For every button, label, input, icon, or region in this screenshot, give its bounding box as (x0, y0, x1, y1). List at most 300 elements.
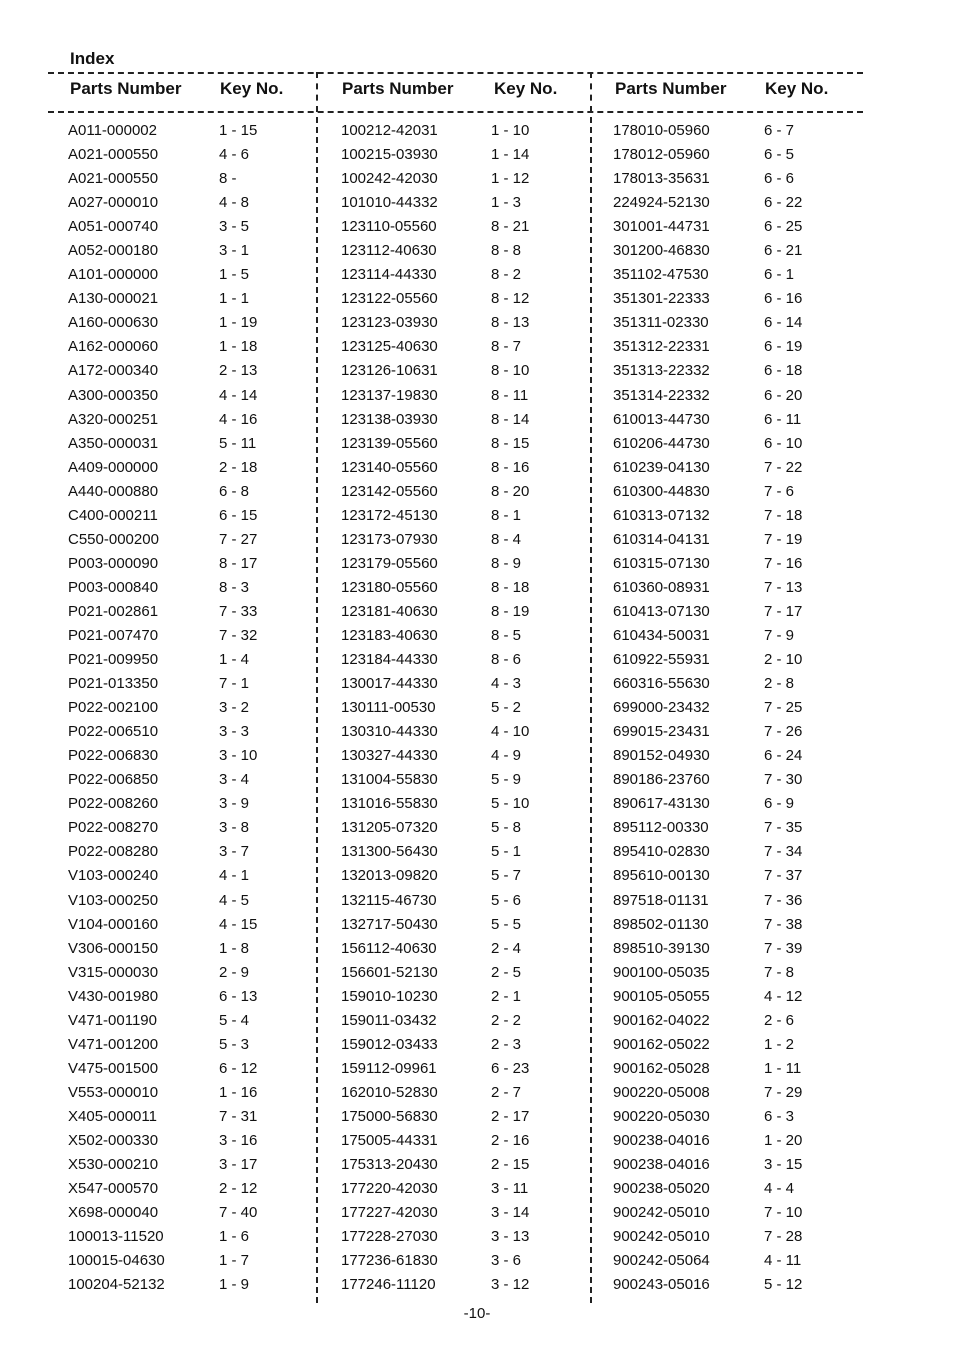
key-no: 7 - 13 (764, 578, 803, 596)
key-no: 5 - 5 (491, 915, 522, 933)
parts-number: V553-000010 (68, 1083, 159, 1101)
index-row (613, 263, 843, 287)
index-row (613, 552, 843, 576)
parts-number: 610013-44730 (613, 410, 710, 428)
key-no: 4 - 11 (764, 1252, 802, 1270)
parts-number: 130017-44330 (341, 675, 438, 693)
index-row (68, 528, 298, 552)
index-row (68, 552, 298, 576)
header-parts-number: Parts Number (342, 79, 454, 98)
key-no: 8 - 10 (491, 362, 530, 380)
key-no: 8 - 3 (219, 578, 250, 596)
key-no: 7 - 26 (764, 723, 803, 741)
index-row (613, 889, 843, 913)
index-row (613, 215, 843, 239)
key-no: 8 - 6 (491, 651, 522, 669)
index-row (68, 985, 298, 1009)
parts-number: A160-000630 (68, 314, 159, 332)
parts-number: 123173-07930 (341, 530, 438, 548)
header-parts-number: Parts Number (615, 79, 727, 98)
index-row (341, 768, 571, 792)
parts-number: 895112-00330 (613, 819, 709, 837)
parts-number: A021-000550 (68, 146, 159, 164)
parts-number: 130111-00530 (341, 699, 436, 717)
key-no: 5 - 3 (219, 1035, 250, 1053)
parts-number: 100204-52132 (68, 1276, 165, 1294)
header-parts-number: Parts Number (70, 79, 182, 98)
key-no: 6 - 1 (764, 266, 795, 284)
parts-number: 132115-46730 (341, 891, 437, 909)
key-no: 8 - 18 (491, 578, 530, 596)
key-no: 5 - 12 (764, 1276, 803, 1294)
parts-number: 699015-23431 (613, 723, 710, 741)
index-row (341, 913, 571, 937)
index-row (341, 191, 571, 215)
parts-number: A409-000000 (68, 458, 159, 476)
key-no: 6 - 18 (764, 362, 803, 380)
parts-number: X530-000210 (68, 1156, 159, 1174)
key-no: 6 - 6 (764, 170, 795, 188)
parts-number: A021-000550 (68, 170, 159, 188)
index-row (613, 335, 843, 359)
parts-number: 100013-11520 (68, 1228, 164, 1246)
index-row (613, 239, 843, 263)
parts-number: 610314-04131 (613, 530, 710, 548)
index-row (341, 504, 571, 528)
key-no: 3 - 4 (219, 771, 250, 789)
key-no: 7 - 33 (219, 602, 258, 620)
index-row (68, 1153, 298, 1177)
parts-number: V430-001980 (68, 987, 159, 1005)
parts-number: 131004-55830 (341, 771, 438, 789)
parts-number: 610300-44830 (613, 482, 710, 500)
index-row (613, 119, 843, 143)
key-no: 3 - 8 (219, 819, 250, 837)
index-row (341, 672, 571, 696)
key-no: 4 - 5 (219, 891, 250, 909)
index-row (68, 961, 298, 985)
parts-number: V103-000240 (68, 867, 159, 885)
parts-number: X405-000011 (68, 1107, 157, 1125)
key-no: 7 - 39 (764, 939, 803, 957)
header-bottom-divider (48, 111, 863, 113)
index-row (613, 840, 843, 864)
parts-number: V471-001200 (68, 1035, 159, 1053)
parts-number: V306-000150 (68, 939, 159, 957)
parts-number: X502-000330 (68, 1131, 159, 1149)
parts-number: P021-007470 (68, 626, 159, 644)
key-no: 3 - 3 (219, 723, 250, 741)
key-no: 1 - 18 (219, 338, 258, 356)
parts-number: 660316-55630 (613, 675, 710, 693)
index-row (613, 1057, 843, 1081)
key-no: 3 - 12 (491, 1276, 530, 1294)
key-no: 3 - 16 (219, 1131, 258, 1149)
index-row (341, 384, 571, 408)
parts-number: V104-000160 (68, 915, 159, 933)
index-row (68, 1105, 298, 1129)
index-row (341, 937, 571, 961)
index-row (613, 624, 843, 648)
key-no: 3 - 13 (491, 1228, 530, 1246)
index-row (341, 1273, 571, 1297)
parts-number: 351301-22333 (613, 290, 710, 308)
index-row (68, 792, 298, 816)
index-row (68, 720, 298, 744)
index-row (613, 1153, 843, 1177)
index-row (341, 167, 571, 191)
parts-number: 900238-04016 (613, 1131, 710, 1149)
parts-number: 610413-07130 (613, 602, 710, 620)
index-row (341, 528, 571, 552)
key-no: 2 - 4 (491, 939, 522, 957)
parts-number: V103-000250 (68, 891, 159, 909)
parts-number: 900162-05022 (613, 1035, 710, 1053)
parts-number: 178010-05960 (613, 122, 710, 139)
index-row (68, 648, 298, 672)
header-column-separator (316, 72, 318, 112)
index-row (341, 744, 571, 768)
column-separator (590, 117, 592, 1303)
key-no: 2 - 9 (219, 963, 250, 981)
parts-number: 162010-52830 (341, 1083, 438, 1101)
parts-number: 123110-05560 (341, 218, 437, 236)
parts-number: 177227-42030 (341, 1204, 438, 1222)
key-no: 6 - 25 (764, 218, 803, 236)
index-row (341, 1009, 571, 1033)
parts-number: 123140-05560 (341, 458, 438, 476)
index-row (68, 1081, 298, 1105)
key-no: 1 - 16 (219, 1083, 258, 1101)
parts-number: 123172-45130 (341, 506, 438, 524)
key-no: 1 - 1 (219, 290, 250, 308)
parts-number: 159010-10230 (341, 987, 438, 1005)
parts-number: 123142-05560 (341, 482, 438, 500)
parts-number: 123181-40630 (341, 602, 438, 620)
header-key-no: Key No. (220, 79, 284, 98)
key-no: 7 - 30 (764, 771, 803, 789)
index-row (68, 143, 298, 167)
index-row (68, 1201, 298, 1225)
key-no: 8 - 12 (491, 290, 530, 308)
index-row (341, 961, 571, 985)
index-row (613, 504, 843, 528)
index-row (68, 744, 298, 768)
index-row (68, 913, 298, 937)
parts-number: 351313-22332 (613, 362, 710, 380)
index-row (613, 672, 843, 696)
index-row (341, 720, 571, 744)
parts-number: 100015-04630 (68, 1252, 165, 1270)
index-row (613, 287, 843, 311)
key-no: 7 - 22 (764, 458, 803, 476)
key-no: 5 - 7 (491, 867, 522, 885)
parts-number: 610360-08931 (613, 578, 710, 596)
key-no: 7 - 17 (764, 602, 803, 620)
key-no: 8 - 7 (491, 338, 522, 356)
parts-number: P022-002100 (68, 699, 159, 717)
index-row (341, 1177, 571, 1201)
index-row (613, 1177, 843, 1201)
key-no: 3 - 9 (219, 795, 250, 813)
index-row (68, 937, 298, 961)
index-row (341, 335, 571, 359)
key-no: 4 - 1 (219, 867, 250, 885)
index-row (613, 1225, 843, 1249)
parts-number: 351312-22331 (613, 338, 710, 356)
key-no: 4 - 15 (219, 915, 258, 933)
index-row (341, 696, 571, 720)
index-row (68, 864, 298, 888)
key-no: 6 - 11 (764, 410, 802, 428)
index-row (341, 816, 571, 840)
key-no: 4 - 16 (219, 410, 258, 428)
key-no: 1 - 7 (219, 1252, 250, 1270)
key-no: 3 - 1 (219, 242, 250, 260)
index-row (341, 576, 571, 600)
parts-number: A320-000251 (68, 410, 159, 428)
key-no: 7 - 29 (764, 1083, 803, 1101)
parts-number: X698-000040 (68, 1204, 159, 1222)
parts-number: 156112-40630 (341, 939, 437, 957)
key-no: 3 - 6 (491, 1252, 522, 1270)
index-row (341, 408, 571, 432)
parts-number: 123138-03930 (341, 410, 438, 428)
index-row (68, 504, 298, 528)
key-no: 5 - 2 (491, 699, 522, 717)
key-no: 7 - 16 (764, 554, 803, 572)
parts-number: 123122-05560 (341, 290, 438, 308)
key-no: 7 - 32 (219, 626, 258, 644)
parts-number: 175005-44331 (341, 1131, 438, 1149)
key-no: 7 - 6 (764, 482, 795, 500)
parts-number: 123112-40630 (341, 242, 437, 260)
key-no: 4 - 3 (491, 675, 522, 693)
index-row (613, 191, 843, 215)
index-row (341, 648, 571, 672)
key-no: 8 - 2 (491, 266, 522, 284)
parts-number: P022-008280 (68, 843, 159, 861)
index-row (613, 359, 843, 383)
parts-number: A162-000060 (68, 338, 159, 356)
index-row (341, 1057, 571, 1081)
index-row (613, 167, 843, 191)
key-no: 2 - 1 (491, 987, 522, 1005)
index-row (341, 1129, 571, 1153)
parts-number: 177220-42030 (341, 1180, 438, 1198)
key-no: 7 - 19 (764, 530, 803, 548)
header-top-divider (48, 72, 863, 74)
key-no: 1 - 6 (219, 1228, 250, 1246)
page-title: Index (70, 49, 115, 68)
parts-number: 123179-05560 (341, 554, 438, 572)
index-row (341, 985, 571, 1009)
parts-number: 895410-02830 (613, 843, 710, 861)
key-no: 5 - 4 (219, 1011, 250, 1029)
key-no: 7 - 38 (764, 915, 803, 933)
index-row (68, 1177, 298, 1201)
parts-number: 897518-01131 (613, 891, 709, 909)
index-row (68, 480, 298, 504)
key-no: 7 - 1 (219, 675, 250, 693)
parts-number: 610206-44730 (613, 434, 710, 452)
key-no: 8 - 11 (491, 386, 529, 404)
parts-number: P021-002861 (68, 602, 159, 620)
parts-number: 900162-05028 (613, 1059, 710, 1077)
parts-number: A350-000031 (68, 434, 159, 452)
key-no: 7 - 8 (764, 963, 795, 981)
parts-number: 100215-03930 (341, 146, 438, 164)
parts-number: V315-000030 (68, 963, 159, 981)
index-row (613, 961, 843, 985)
key-no: 7 - 10 (764, 1204, 803, 1222)
key-no: 1 - 4 (219, 651, 250, 669)
key-no: 4 - 14 (219, 386, 258, 404)
parts-number: 900242-05010 (613, 1228, 710, 1246)
parts-number: A052-000180 (68, 242, 159, 260)
index-row (341, 143, 571, 167)
key-no: 8 - 16 (491, 458, 530, 476)
key-no: 6 - 21 (764, 242, 803, 260)
parts-number: X547-000570 (68, 1180, 159, 1198)
index-row (68, 1273, 298, 1297)
parts-number: 900242-05010 (613, 1204, 710, 1222)
index-row (613, 1129, 843, 1153)
key-no: 4 - 8 (219, 194, 250, 212)
key-no: 2 - 12 (219, 1180, 258, 1198)
key-no: 1 - 14 (491, 146, 530, 164)
index-row (68, 768, 298, 792)
index-row (341, 311, 571, 335)
parts-number: P022-008270 (68, 819, 159, 837)
key-no: 8 - 8 (491, 242, 522, 260)
index-row (68, 167, 298, 191)
parts-number: 224924-52130 (613, 194, 710, 212)
index-row (341, 1201, 571, 1225)
parts-number: P022-006850 (68, 771, 159, 789)
key-no: 7 - 37 (764, 867, 803, 885)
parts-number: 130327-44330 (341, 747, 438, 765)
index-row (68, 1249, 298, 1273)
index-column-1 (68, 119, 298, 1297)
parts-number: P022-006510 (68, 723, 159, 741)
parts-number: 131300-56430 (341, 843, 438, 861)
index-row (613, 1273, 843, 1297)
header-column-separator (590, 72, 592, 112)
index-row (68, 1009, 298, 1033)
key-no: 5 - 6 (491, 891, 522, 909)
key-no: 1 - 10 (491, 122, 530, 139)
index-row (613, 1105, 843, 1129)
key-no: 5 - 11 (219, 434, 257, 452)
index-row (341, 215, 571, 239)
key-no: 3 - 14 (491, 1204, 530, 1222)
parts-number: 123125-40630 (341, 338, 438, 356)
parts-number: A172-000340 (68, 362, 159, 380)
parts-number: 175000-56830 (341, 1107, 438, 1125)
key-no: 6 - 9 (764, 795, 795, 813)
key-no: 1 - 20 (764, 1131, 803, 1149)
index-row (341, 1033, 571, 1057)
index-row (68, 263, 298, 287)
index-row (341, 624, 571, 648)
index-row (68, 311, 298, 335)
index-row (341, 480, 571, 504)
key-no: 8 - 21 (491, 218, 530, 236)
parts-number: 610434-50031 (613, 626, 710, 644)
index-row (613, 384, 843, 408)
index-row (613, 456, 843, 480)
key-no: 7 - 18 (764, 506, 803, 524)
parts-number: 900220-05008 (613, 1083, 710, 1101)
parts-number: A011-000002 (68, 122, 157, 139)
key-no: 7 - 40 (219, 1204, 258, 1222)
parts-number: 178013-35631 (613, 170, 710, 188)
key-no: 6 - 10 (764, 434, 803, 452)
index-row (68, 335, 298, 359)
key-no: 8 - 9 (491, 554, 522, 572)
index-row (613, 648, 843, 672)
key-no: 1 - 19 (219, 314, 258, 332)
parts-number: 610922-55931 (613, 651, 710, 669)
index-row (613, 696, 843, 720)
parts-number: 610313-07132 (613, 506, 710, 524)
key-no: 2 - 17 (491, 1107, 530, 1125)
key-no: 7 - 35 (764, 819, 803, 837)
key-no: 2 - 7 (491, 1083, 522, 1101)
key-no: 8 - (219, 170, 237, 188)
parts-number: 898510-39130 (613, 939, 710, 957)
parts-number: 351314-22332 (613, 386, 710, 404)
index-row (341, 359, 571, 383)
key-no: 5 - 9 (491, 771, 522, 789)
parts-number: 159112-09961 (341, 1059, 437, 1077)
key-no: 1 - 12 (491, 170, 530, 188)
key-no: 6 - 19 (764, 338, 803, 356)
index-row (613, 143, 843, 167)
parts-number: 900243-05016 (613, 1276, 710, 1294)
parts-number: P021-009950 (68, 651, 159, 669)
key-no: 3 - 7 (219, 843, 250, 861)
key-no: 6 - 12 (219, 1059, 258, 1077)
index-row (68, 1225, 298, 1249)
key-no: 6 - 14 (764, 314, 803, 332)
parts-number: 178012-05960 (613, 146, 710, 164)
index-row (341, 239, 571, 263)
key-no: 4 - 12 (764, 987, 803, 1005)
index-row (68, 456, 298, 480)
parts-number: 123180-05560 (341, 578, 438, 596)
index-row (613, 937, 843, 961)
parts-number: 177236-61830 (341, 1252, 438, 1270)
index-row (341, 1225, 571, 1249)
key-no: 7 - 27 (219, 530, 258, 548)
index-row (613, 816, 843, 840)
key-no: 6 - 20 (764, 386, 803, 404)
parts-number: 123137-19830 (341, 386, 438, 404)
parts-number: 351102-47530 (613, 266, 709, 284)
column-separator (316, 117, 318, 1303)
parts-number: 156601-52130 (341, 963, 438, 981)
index-row (613, 792, 843, 816)
key-no: 2 - 3 (491, 1035, 522, 1053)
key-no: 7 - 25 (764, 699, 803, 717)
key-no: 3 - 11 (491, 1180, 529, 1198)
parts-number: 610315-07130 (613, 554, 710, 572)
parts-number: A440-000880 (68, 482, 159, 500)
key-no: 5 - 8 (491, 819, 522, 837)
key-no: 8 - 19 (491, 602, 530, 620)
